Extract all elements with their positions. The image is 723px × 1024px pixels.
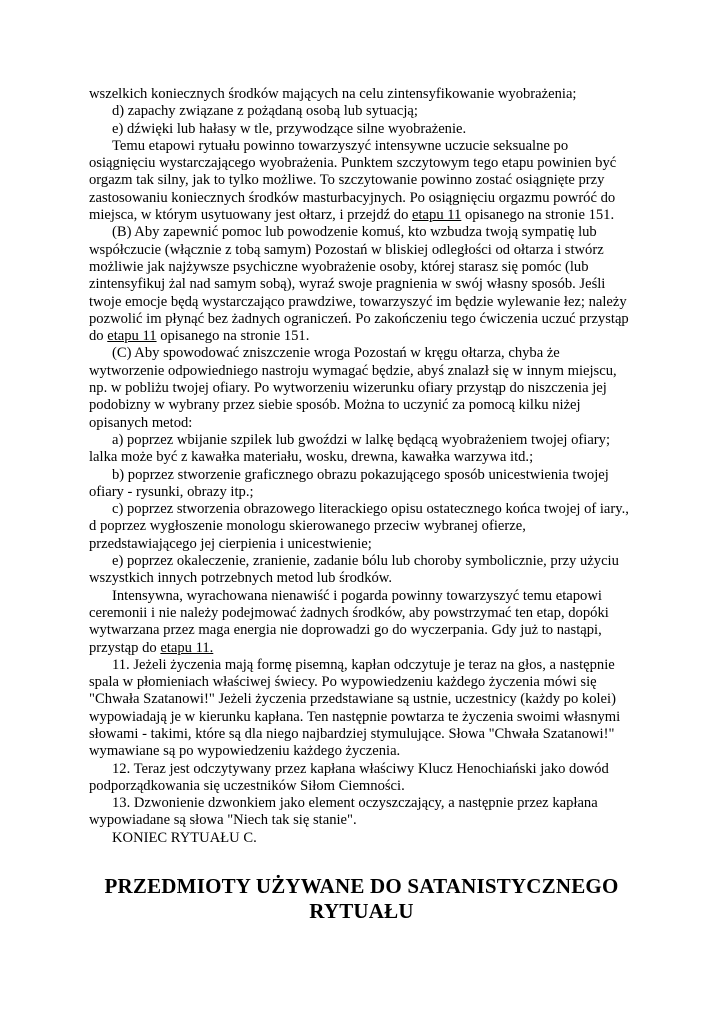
paragraph-sexual-stage	[89, 138, 637, 224]
paragraph-section-c: (C) Aby spowodować zniszczenie wroga Pozostań w kręgu ołtarza, chyba że wytworzenie odpowiedniego nastroju wymagać będzie, abyś znalazł się w innym miejscu, np. w pobliżu twojej ofiary. Po wytworzeniu wizerunku ofiary przystąp do niszczenia jej podobizny w wybrany przez siebie sposób. Można to uczynić za pomocą kilku niżej opisanych metod:	[89, 345, 617, 431]
list-item-e-sounds: e) dźwięki lub hałasy w tle, przywodzące silne wyobrażenie.	[112, 120, 467, 137]
section-heading	[60, 874, 663, 924]
paragraph-hatred	[89, 588, 637, 657]
paragraph-step-13: 13. Dzwonienie dzwonkiem jako element oczyszczający, a następnie przez kapłana wypowiadane są słowa "Niech tak się stanie".	[89, 795, 598, 829]
ritual-end-line: KONIEC RYTUAŁU C.	[112, 829, 257, 846]
list-item-e-symbolic: e) poprzez okaleczenie, zranienie, zadanie bólu lub choroby symbolicznie, przy użyciu wszystkich innych potrzebnych metod lub środków.	[89, 553, 619, 587]
paragraph-text: Temu etapowi rytuału powinno towarzyszyć intensywne uczucie seksualne po osiągnięciu wystarczającego wyobrażenia. Punktem szczytowym tego etapu powinien być orgazm tak silny, jak to tylko możliwe. To szczytowanie powinno zostać osiągnięte przy zastosowaniu koniecznych środków masturbacyjnych. Po osiągnięciu orgazmu powróć do miejsca, w którym usytuowany jest ołtarz, i przejdź do	[89, 137, 617, 224]
paragraph-continuation: wszelkich koniecznych środków mających na celu zintensyfikowanie wyobrażenia;	[89, 86, 577, 102]
etap-11-link[interactable]: etapu 11	[412, 207, 462, 224]
etap-11-link[interactable]: etapu 11.	[160, 639, 214, 656]
list-item-b-drawings: b) poprzez stworzenie graficznego obrazu pokazującego sposób unicestwienia twojej ofiary - rysunki, obrazy itp.;	[89, 466, 609, 500]
etap-11-link[interactable]: etapu 11	[107, 328, 157, 345]
paragraph-section-b	[89, 224, 637, 345]
list-item-d-scents: d) zapachy związane z pożądaną osobą lub sytuacją;	[112, 103, 418, 120]
heading-line-1: PRZEDMIOTY UŻYWANE DO SATANISTYCZNEGO	[104, 874, 619, 898]
paragraph-text: opisanego na stronie 151.	[156, 328, 310, 345]
list-item-c-literary: c) poprzez stworzenia obrazowego literackiego opisu ostatecznego końca twojej of iary., d poprzez wygłoszenie monologu skierowanego przeciw wybranej ofierze, przedstawiającego jej cierpienia i unicestwienie;	[89, 501, 629, 552]
list-item-a-pins: a) poprzez wbijanie szpilek lub gwoździ w lalkę będącą wyobrażeniem twojej ofiary; lalka może być z kawałka materiału, wosku, drewna, kawałka warzywa itd.;	[89, 431, 611, 466]
paragraph-text: Intensywna, wyrachowana nienawiść i pogarda powinny towarzyszyć temu etapowi ceremonii i nie należy podejmować żadnych środków, aby powstrzymać ten etap, dopóki wytwarzana przez maga energia nie doprowadzi go do wyczerpania. Gdy już to nastąpi, przystąp do	[89, 587, 609, 656]
paragraph-step-12: 12. Teraz jest odczytywany przez kapłana właściwy Klucz Henochiański jako dowód podporządkowania się uczestników Siłom Ciemności.	[89, 760, 609, 794]
body-text	[89, 86, 637, 847]
paragraph-text: opisanego na stronie 151.	[461, 207, 615, 224]
paragraph-text: (B) Aby zapewnić pomoc lub powodzenie komuś, kto wzbudza twoją sympatię lub współczucie (włącznie z tobą samym) Pozostań w bliskiej odległości od ołtarza i stwórz możliwie jak najżywsze psychiczne wyobrażenie osoby, której starasz się pomóc (lub zintensyfikuj żal nad samym sobą), wyraź swoje pragnienia w swój własny sposób. Jeśli twoje emocje będą wystarczająco prawdziwe, towarzyszyć im będzie wylewanie łez; należy pozwolić im płynąć bez żadnych ograniczeń. Po zakończeniu tego ćwiczenia uczuć przystąp do	[89, 224, 629, 345]
paragraph-step-11: 11. Jeżeli życzenia mają formę pisemną, kapłan odczytuje je teraz na głos, a następnie spala w płomieniach właściwej świecy. Po wypowiedzeniu każdego życzenia mówi się "Chwała Szatanowi!" Jeżeli życzenia przedstawiane są ustnie, uczestnicy (każdy po kolei) wypowiadają je w kierunku kapłana. Ten następnie powtarza te życzenia swoimi własnymi słowami - takimi, które są dla niego najbardziej stymulujące. Słowa "Chwała Szatanowi!" wymawiane są po wypowiedzeniu każdego życzenia.	[89, 656, 621, 760]
heading-line-2: RYTUAŁU	[309, 899, 414, 923]
